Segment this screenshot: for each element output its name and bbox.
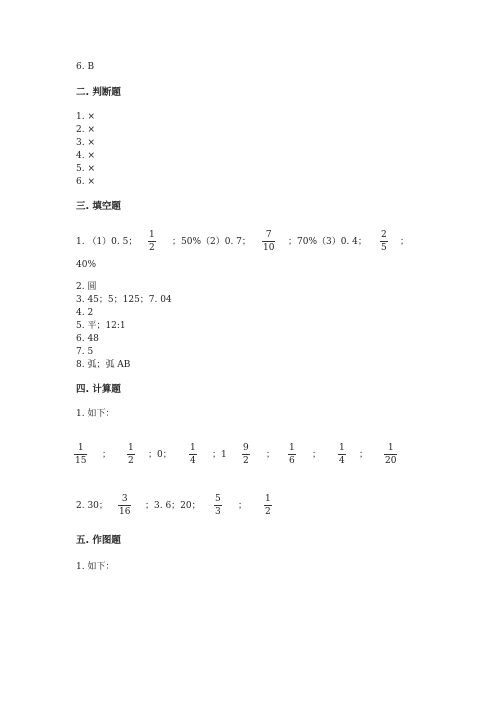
judge-item-3: 3. ×	[76, 138, 95, 148]
fraction-bar	[127, 454, 135, 455]
fraction-denominator: 2	[243, 456, 249, 466]
fraction-bar	[118, 505, 131, 506]
fraction-numerator: 5	[215, 494, 221, 504]
fraction-bar	[380, 241, 388, 242]
fill-item-6: 6. 48	[76, 334, 99, 344]
fraction-numerator: 1	[339, 443, 345, 453]
fraction-numerator: 7	[265, 230, 272, 240]
fraction-denominator: 2	[149, 243, 155, 253]
fraction-denominator: 2	[265, 507, 271, 517]
fraction-bar	[262, 241, 275, 242]
calc-row1-sep-2: ；0；	[148, 450, 172, 460]
section-2-title: 二. 判断题	[76, 87, 121, 98]
fraction	[127, 443, 135, 466]
fraction-numerator: 2	[381, 230, 387, 240]
calc-row1-sep-1: ；	[102, 450, 112, 460]
fill-item-5: 5. 平；12:1	[76, 321, 126, 331]
fraction-denominator: 3	[215, 507, 221, 517]
fraction-bar	[148, 241, 156, 242]
calc-row2-part3: ；	[238, 501, 248, 511]
fraction	[380, 230, 388, 253]
fill-q1-part3: ；70%（3）0. 4；	[288, 237, 367, 247]
fraction-numerator: 1	[77, 443, 84, 453]
fraction-denominator: 2	[128, 456, 134, 466]
fill-item-8: 8. 弧；弧 AB	[76, 360, 131, 370]
fraction	[189, 443, 197, 466]
fraction	[74, 443, 87, 466]
calc-row1-sep-4: ；	[266, 450, 276, 460]
fraction-denominator: 20	[385, 456, 397, 466]
calc-row1-sep-5: ；	[312, 450, 322, 460]
fraction	[214, 494, 222, 517]
fraction-numerator: 9	[243, 443, 249, 453]
answer-6: 6. B	[76, 62, 95, 72]
fraction-denominator: 10	[263, 243, 275, 253]
judge-item-2: 2. ×	[76, 125, 95, 135]
fraction-numerator: 1	[265, 494, 271, 504]
fill-item-4: 4. 2	[76, 308, 94, 318]
calc-row1-sep-6: ；	[359, 450, 369, 460]
fraction-numerator: 1	[149, 230, 155, 240]
fill-q1-part1: 1. （1）0. 5；	[76, 237, 138, 247]
fill-q1-part5: 40%	[76, 260, 97, 270]
calc-row1-sep-3: ；1	[212, 450, 227, 460]
fraction-denominator: 15	[75, 456, 87, 466]
fraction-bar	[338, 454, 346, 455]
judge-item-1: 1. ×	[76, 112, 95, 122]
fraction	[384, 443, 397, 466]
fraction-numerator: 3	[121, 494, 128, 504]
draw-q1-label: 1. 如下：	[76, 562, 115, 572]
section-4-title: 四. 计算题	[76, 384, 121, 395]
fraction-numerator: 1	[128, 443, 134, 453]
judge-item-5: 5. ×	[76, 164, 95, 174]
fraction-numerator: 1	[387, 443, 394, 453]
fraction-numerator: 1	[190, 443, 196, 453]
fill-q1-part2: ；50%（2）0. 7；	[172, 237, 251, 247]
fraction-denominator: 4	[190, 456, 196, 466]
fraction	[148, 230, 156, 253]
fraction	[288, 443, 296, 466]
fill-item-7: 7. 5	[76, 347, 94, 357]
calc-row2-part1: 2. 30；	[76, 501, 108, 511]
fraction-denominator: 5	[381, 243, 387, 253]
fill-item-3: 3. 45；5；125；7. 04	[76, 295, 172, 305]
fraction-denominator: 6	[289, 456, 295, 466]
section-5-title: 五. 作图题	[76, 535, 121, 546]
fraction	[118, 494, 131, 517]
fraction-bar	[242, 454, 250, 455]
fraction	[264, 494, 272, 517]
fill-q1-part4: ；	[400, 237, 410, 247]
judge-item-4: 4. ×	[76, 151, 95, 161]
fraction-bar	[214, 505, 222, 506]
fill-item-2: 2. 圆	[76, 282, 97, 292]
fraction-numerator: 1	[289, 443, 295, 453]
calc-row2-part2: ；3. 6；20；	[145, 501, 201, 511]
section-3-title: 三. 填空题	[76, 201, 121, 212]
fraction	[262, 230, 275, 253]
fraction-denominator: 16	[119, 507, 131, 517]
fraction-bar	[264, 505, 272, 506]
fraction-bar	[74, 454, 87, 455]
fraction-denominator: 4	[339, 456, 345, 466]
fraction	[242, 443, 250, 466]
fraction-bar	[384, 454, 397, 455]
judge-item-6: 6. ×	[76, 177, 95, 187]
fraction	[338, 443, 346, 466]
fraction-bar	[288, 454, 296, 455]
fraction-bar	[189, 454, 197, 455]
calc-q1-label: 1. 如下：	[76, 409, 115, 419]
